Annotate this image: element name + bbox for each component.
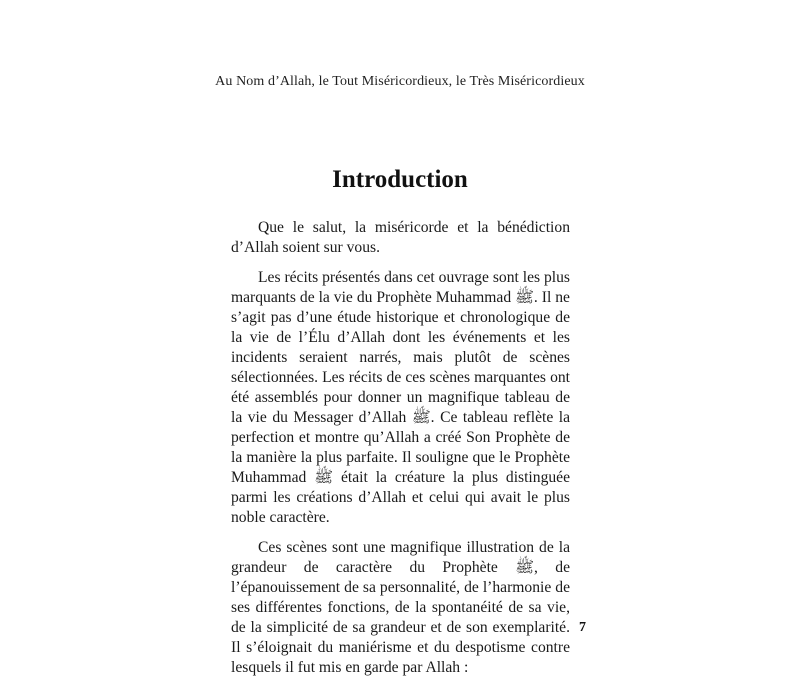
paragraph-salutation: Que le salut, la miséricorde et la bénédiction d’Allah soient sur vous.	[231, 219, 570, 256]
page-number: 7	[579, 620, 586, 635]
paragraph-scenes: Ces scènes sont une magnifique illustration de la grandeur de caractère du Prophète ﷺ, de l’épanouissement de sa personnalité, de l’harmonie de ses différentes fonctions, de la spontanéité de sa vie, de la simplicité de sa grandeur et de son exemplarité. Il s’éloignait du maniérisme et du despotisme contre lesquels il fut mis en garde par Allah :	[231, 539, 571, 676]
running-header: Au Nom d’Allah, le Tout Miséricordieux, le Très Miséricordieux	[215, 74, 585, 89]
chapter-title: Introduction	[332, 166, 468, 193]
paragraph-stories: Les récits présentés dans cet ouvrage sont les plus marquants de la vie du Prophète Muhammad ﷺ. Il ne s’agit pas d’une étude historique et chronologique de la vie de l’Élu d’Allah dont les événements et les incidents seraient narrés, mais plutôt de scènes sélectionnées. Les récits de ces scènes marquantes ont été assemblés pour donner un magnifique tableau de la vie du Messager d’Allah ﷺ. Ce tableau reflète la perfection et montre qu’Allah a créé Son Prophète de la manière la plus parfaite. Il souligne que le Prophète Muhammad ﷺ était la créature la plus distinguée parmi les créations d’Allah et celui qui avait le plus noble caractère.	[231, 269, 571, 526]
body-text	[231, 218, 570, 688]
